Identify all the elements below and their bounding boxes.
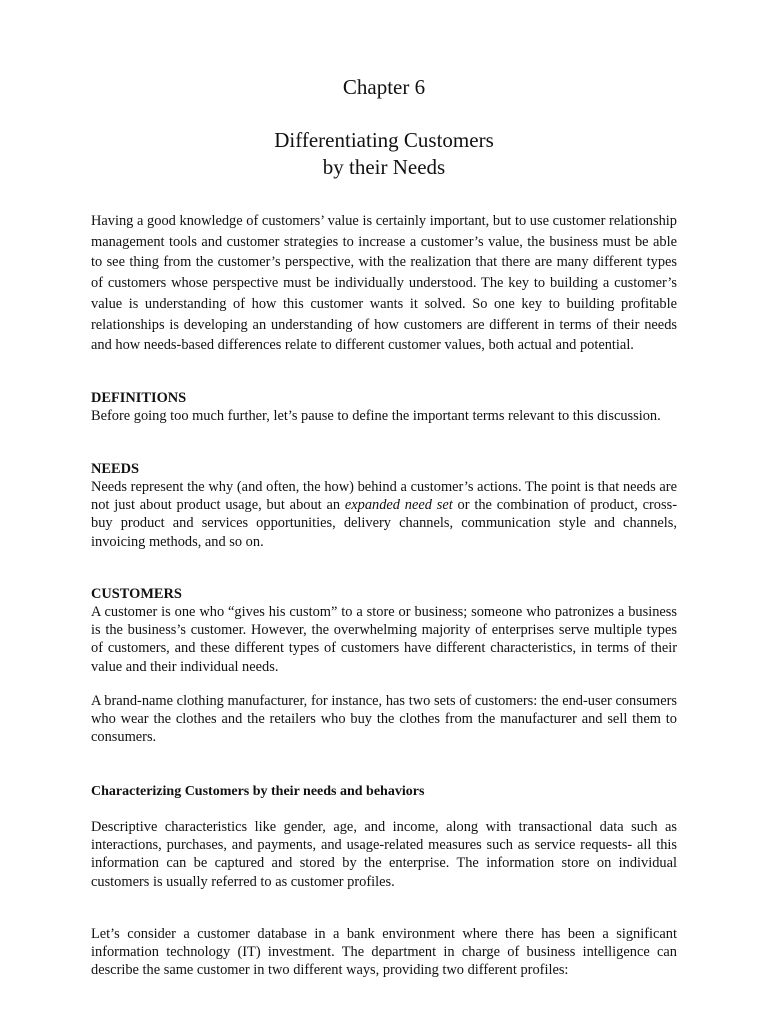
chapter-number: Chapter 6	[342, 75, 426, 99]
needs-paragraph	[91, 478, 677, 551]
definitions-paragraph: Before going too much further, let’s pause to define the important terms relevant to this discussion.	[91, 408, 661, 424]
characterizing-paragraph-1: Descriptive characteristics like gender, age, and income, along with transactional data such as interactions, purchases, and payments, and usage-related measures such as service requests- all this information can be captured and stored by the enterprise. The information store on individual customers is usually referred to as customer profiles.	[91, 819, 677, 890]
needs-emphasis: expanded need set	[344, 497, 453, 514]
chapter-title-line-1: Differentiating Customers	[274, 128, 494, 152]
needs-text-end: or the combination of product, cross-buy product and services opportunities, delivery channels, communication style and channels, invoicing methods, and so on.	[91, 497, 677, 550]
chapter-title-line-2: by their Needs	[322, 155, 446, 179]
chapter-title	[0, 127, 768, 181]
customers-paragraph-2: A brand-name clothing manufacturer, for instance, has two sets of customers: the end-user consumers who wear the clothes and the retailers who buy the clothes from the manufacturer and sell them to consumers.	[91, 693, 677, 746]
needs-heading: NEEDS	[91, 461, 139, 477]
needs-text-start: Needs represent the why (and often, the how) behind a customer’s actions. The point is that needs are not just about product usage, but about an	[91, 479, 677, 514]
customers-paragraph-1: A customer is one who “gives his custom” to a store or business; someone who patronizes a business is the business’s customer. However, the overwhelming majority of enterprises serve multiple types of customers, and these different types of customers have different characteristics, in terms of their value and their individual needs.	[91, 604, 677, 675]
characterizing-paragraph-2: Let’s consider a customer database in a bank environment where there has been a significant information technology (IT) investment. The department in charge of business intelligence can describe the same customer in two different ways, providing two different profiles:	[91, 926, 677, 979]
intro-paragraph: Having a good knowledge of customers’ value is certainly important, but to use customer relationship management tools and customer strategies to increase a customer’s value, the business must be able to see thing from the customer’s perspective, with the realization that there are many different types of customers whose perspective must be individually understood. The key to building a customer’s value is understanding of how this customer wants it solved. So one key to building profitable relationships is developing an understanding of how customers are different in terms of their needs and how needs-based differences relate to different customer values, both actual and potential.	[91, 213, 677, 354]
customers-heading: CUSTOMERS	[91, 586, 182, 602]
definitions-heading: DEFINITIONS	[91, 390, 187, 406]
characterizing-heading: Characterizing Customers by their needs and behaviors	[91, 784, 425, 799]
